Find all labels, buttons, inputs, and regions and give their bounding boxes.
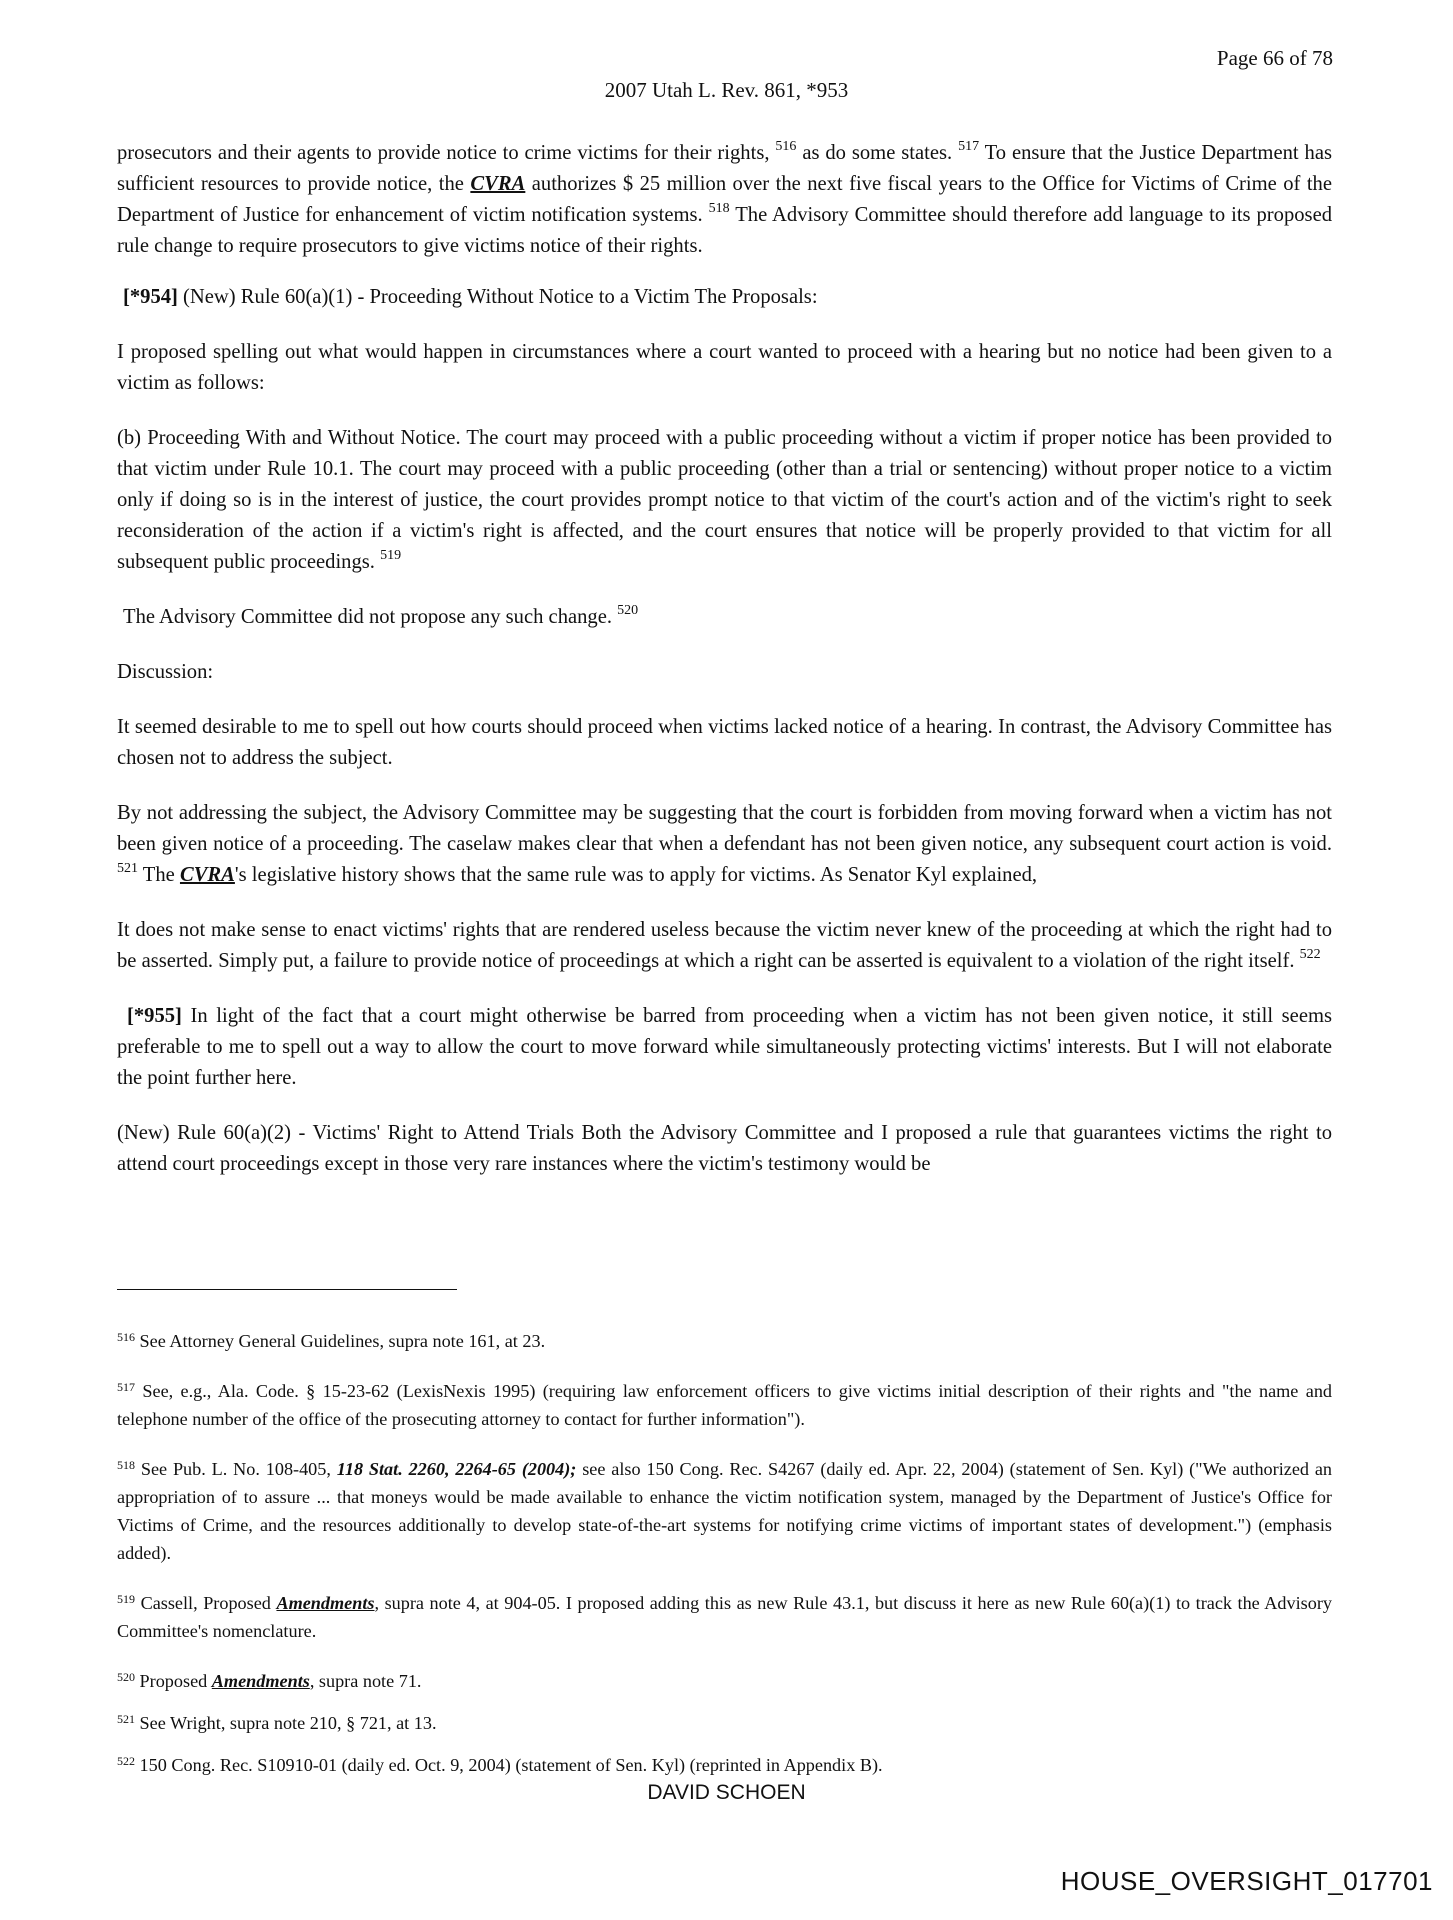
main-text — [117, 138, 1332, 1204]
cvra-link[interactable]: CVRA — [179, 864, 235, 886]
footnote: $^{516}$ See Attorney General Guidelines, supra note 161, at 23. — [117, 1330, 546, 1351]
footnote-divider — [117, 1289, 457, 1290]
discussion-heading: Discussion: — [117, 661, 214, 683]
page-number: Page 66 of 78 — [1216, 46, 1333, 70]
statute-link[interactable]: 118 Stat. 2260, 2264-65 (2004); — [336, 1459, 577, 1479]
bates-number: HOUSE_OVERSIGHT_017701 — [1060, 1866, 1433, 1896]
footnotes — [117, 1327, 1332, 1801]
amendments-link[interactable]: Amendments — [211, 1671, 310, 1691]
footnote-ref[interactable]: 521 — [117, 861, 138, 876]
footnote: $^{521}$ See Wright, supra note 210, § 721, at 13. — [117, 1712, 437, 1733]
cvra-link[interactable]: CVRA — [470, 173, 526, 195]
footnote-ref[interactable]: 519 — [380, 548, 402, 563]
footnote-ref[interactable]: 516 — [775, 139, 797, 154]
citation-header: 2007 Utah L. Rev. 861, *953 — [604, 78, 849, 102]
paragraph: prosecutors and their agents to provide notice to crime victims for their rights, $^{516}$ as do some states. $^{517}$ To ensure that the Justice Department has sufficient resources to provide notice, the CVRA authorizes $ 25 million over the next five fiscal years to the Office for Victims of Crime of the Department of Justice for enhancement of victim notification systems. $^{518}$ The Advisory Committee should therefore add language to its proposed rule change to require prosecutors to give victims notice of their rights. — [117, 139, 1333, 257]
footnote: $^{518}$ See Pub. L. No. 108-405, 118 Stat. 2260, 2264-65 (2004); see also 150 Cong. Rec. S4267 (daily ed. Apr. 22, 2004) (statement of Sen. Kyl) ("We authorized an appropriation of to assure ... that moneys would be made available to enhance the victim notification system, managed by the Department of Justice's Office for Victims of Crime, and the resources additionally to develop state-of-the-art systems for notifying crime victims of important states of development.") (emphasis added). — [117, 1458, 1332, 1563]
paragraph: I proposed spelling out what would happen in circumstances where a court wanted to proceed with a hearing but no notice had been given to a victim as follows: — [117, 341, 1332, 394]
footnote-ref[interactable]: 518 — [708, 201, 730, 216]
footnote: $^{522}$ 150 Cong. Rec. S10910-01 (daily ed. Oct. 9, 2004) (statement of Sen. Kyl) (reprinted in Appendix B). — [117, 1754, 883, 1775]
footnote-ref[interactable]: 520 — [617, 603, 639, 618]
author-footer: DAVID SCHOEN — [647, 1781, 806, 1804]
quoted-rule: (b) Proceeding With and Without Notice. The court may proceed with a public proceeding without a victim if proper notice has been provided to that victim under Rule 10.1. The court may proceed with a public proceeding (other than a trial or sentencing) without proper notice to a victim only if doing so is in the interest of justice, the court provides prompt notice to that victim of the court's action and of the victim's right to seek reconsideration of the action if a victim's right is affected, and the court ensures that notice will be properly provided to that victim for all subsequent public proceedings. $^{519}$ — [117, 427, 1332, 573]
footnote: $^{519}$ Cassell, Proposed Amendments, supra note 4, at 904-05. I proposed adding this as new Rule 43.1, but discuss it here as new Rule 60(a)(1) to track the Advisory Committee's nomenclature. — [117, 1592, 1332, 1641]
paragraph: It seemed desirable to me to spell out how courts should proceed when victims lacked notice of a hearing. In contrast, the Advisory Committee has chosen not to address the subject. — [117, 716, 1332, 769]
paragraph: (New) Rule 60(a)(2) - Victims' Right to Attend Trials Both the Advisory Committee and I proposed a rule that guarantees victims the right to attend court proceedings except in those very rare instances where the victim's testimony would be — [117, 1122, 1332, 1175]
star-page-marker: [*954] — [123, 286, 178, 308]
star-page-marker: [*955] — [127, 1005, 182, 1027]
footnote-ref[interactable]: 522 — [1299, 947, 1321, 962]
amendments-link[interactable]: Amendments — [276, 1593, 375, 1613]
paragraph: By not addressing the subject, the Advisory Committee may be suggesting that the court is forbidden from moving forward when a victim has not been given notice of a proceeding. The caselaw makes clear that when a defendant has not been given notice, any subsequent court action is void. $^{521}$ The CVRA's legislative history shows that the same rule was to apply for victims. As Senator Kyl explained, — [117, 802, 1332, 886]
footnote-ref[interactable]: 517 — [958, 139, 980, 154]
footnote: $^{520}$ Proposed Amendments, supra note 71. — [117, 1670, 422, 1691]
section-heading: [*954] (New) Rule 60(a)(1) - Proceeding Without Notice to a Victim The Proposals: — [123, 286, 818, 308]
paragraph: [*955] In light of the fact that a court might otherwise be barred from proceeding when a victim has not been given notice, it still seems preferable to me to spell out a way to allow the court to move forward while simultaneously protecting victims' interests. But I will not elaborate the point further here. — [117, 1005, 1332, 1089]
block-quote: It does not make sense to enact victims' rights that are rendered useless because the victim never knew of the proceeding at which the right had to be asserted. Simply put, a failure to provide notice of proceedings at which a right can be asserted is equivalent to a violation of the right itself. $^{522}$ — [117, 919, 1332, 972]
footnote: $^{517}$ See, e.g., Ala. Code. § 15-23-62 (LexisNexis 1995) (requiring law enforcement officers to give victims initial description of their rights and "the name and telephone number of the office of the prosecuting attorney to contact for further information"). — [117, 1380, 1333, 1429]
paragraph: The Advisory Committee did not propose any such change. $^{520}$ — [123, 603, 639, 628]
